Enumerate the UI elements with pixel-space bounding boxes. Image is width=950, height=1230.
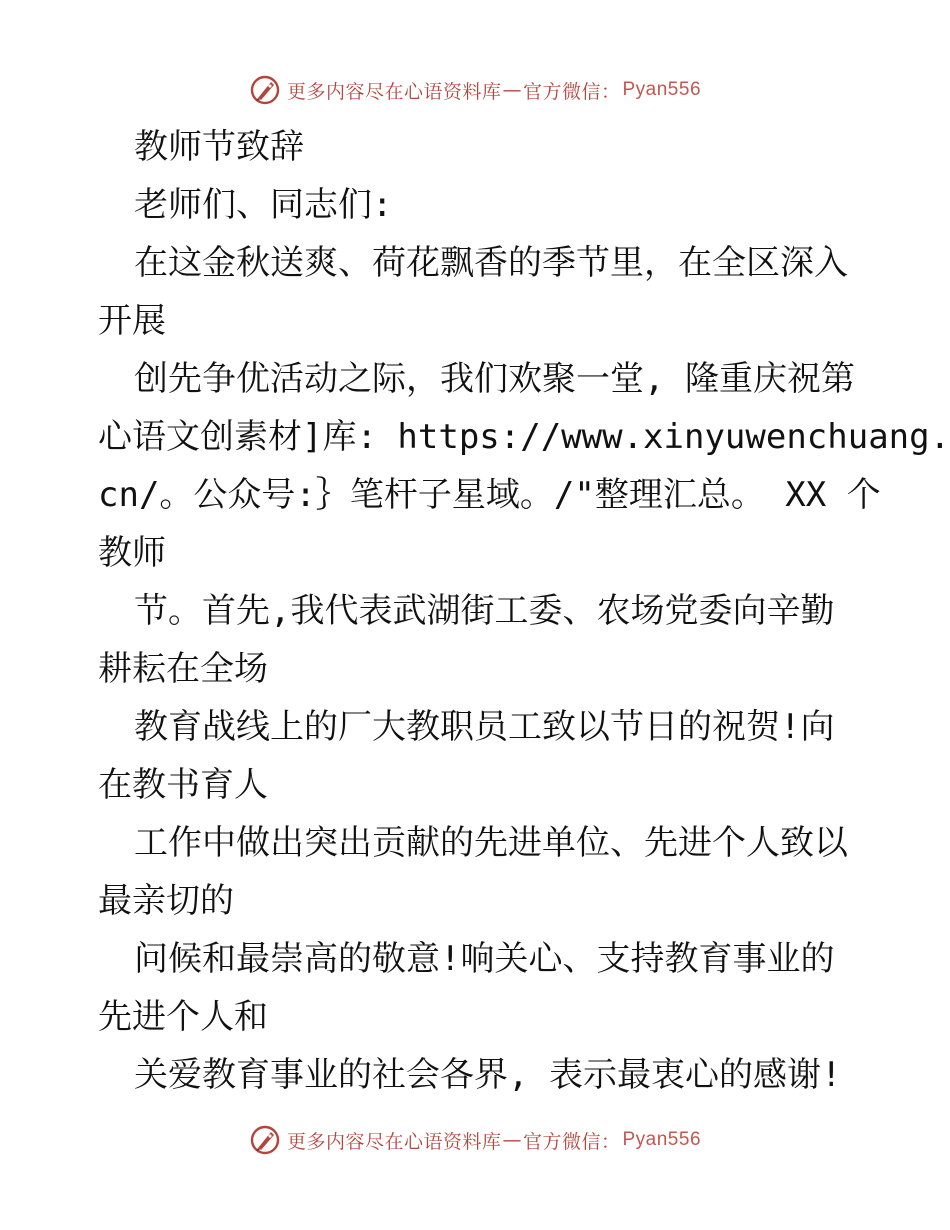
text-line: 创先争优活动之际，我们欢聚一堂, 隆重庆祝第 bbox=[134, 359, 855, 399]
salutation: 老师们、同志们: bbox=[134, 185, 393, 225]
text-line: 心语文创素材]库: https://www.xinyuwenchuang. bbox=[98, 417, 950, 457]
text-line: 教师 bbox=[98, 533, 166, 573]
banner-wechat-label: 官方微信： bbox=[522, 80, 621, 103]
document-body bbox=[98, 118, 950, 1104]
banner-text: 更多内容尽在心语资料库 bbox=[286, 80, 502, 103]
text-line: 在教书育人 bbox=[98, 765, 268, 805]
doc-title: 教师节致辞 bbox=[134, 127, 304, 167]
text-line: 工作中做出突出贡献的先进单位、先进个人致以 bbox=[134, 823, 848, 863]
text-line: 教育战线上的厂大教职员工致以节日的祝贺!向 bbox=[134, 707, 835, 747]
text-line: 先进个人和 bbox=[98, 997, 268, 1037]
banner-text: 更多内容尽在心语资料库 bbox=[286, 1130, 502, 1153]
quill-pen-circle-icon bbox=[249, 74, 281, 106]
text-line: 最亲切的 bbox=[98, 881, 234, 921]
text-line: cn/。公众号:｝笔杆子星域。/"整理汇总。 XX 个 bbox=[98, 475, 881, 515]
banner-account: Pyan556 bbox=[622, 1129, 702, 1150]
text-line: 问候和最崇高的敬意!响关心、支持教育事业的 bbox=[134, 939, 835, 979]
text-line: 耕耘在全场 bbox=[98, 649, 268, 689]
banner-separator: — bbox=[502, 79, 522, 101]
text-line: 在这金秋送爽、荷花飘香的季节里，在全区深入 bbox=[134, 243, 848, 283]
text-line: 节。首先,我代表武湖街工委、农场党委向辛勤 bbox=[134, 591, 835, 631]
text-line: 关爱教育事业的社会各界, 表示最衷心的感谢! bbox=[134, 1055, 842, 1095]
quill-pen-circle-icon bbox=[249, 1124, 281, 1156]
footer-banner bbox=[0, 1122, 950, 1158]
banner-account: Pyan556 bbox=[622, 79, 702, 100]
header-banner bbox=[0, 72, 950, 108]
banner-wechat-label: 官方微信： bbox=[522, 1130, 621, 1153]
banner-separator: — bbox=[502, 1129, 522, 1151]
text-line: 开展 bbox=[98, 301, 166, 341]
